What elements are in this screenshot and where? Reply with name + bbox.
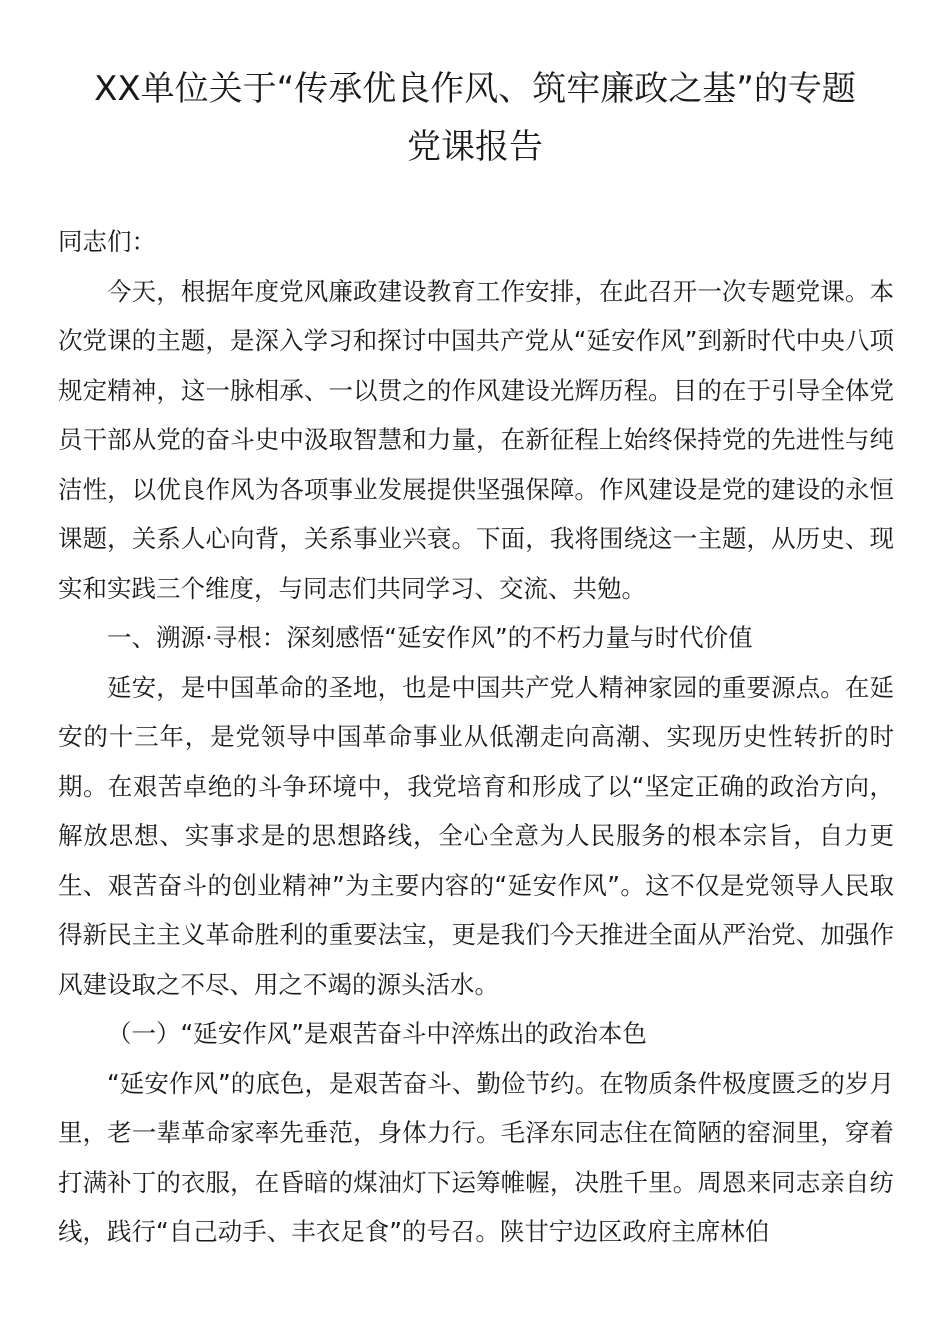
paragraph-hard-work: “延安作风”的底色，是艰苦奋斗、勤俭节约。在物质条件极度匮乏的岁月里，老一辈革命家率先垂范，身体力行。毛泽东同志住在简陋的窑洞里，穿着打满补丁的衣服，在昏暗的煤油灯下运筹帷幄，决胜千里。周恩来同志亲自纺线，践行“自己动手、丰衣足食”的号召。陕甘宁边区政府主席林伯 xyxy=(58,1068,894,1246)
paragraph-yanan: 延安，是中国革命的圣地，也是中国共产党人精神家园的重要源点。在延安的十三年，是党领导中国革命事业从低潮走向高潮、实现历史性转折的时期。在艰苦卓绝的斗争环境中，我党培育和形成了以“坚定正确的政治方向，解放思想、实事求是的思想路线，全心全意为人民服务的根本宗旨，自力更生、艰苦奋斗的创业精神”为主要内容的“延安作风”。这不仅是党领导人民取得新民主主义革命胜利的重要法宝，更是我们今天推进全面从严治党、加强作风建设取之不尽、用之不竭的源头活水。 xyxy=(58,672,894,999)
title-line-1: XX单位关于“传承优良作风、筑牢廉政之基”的专题 xyxy=(94,69,856,109)
section-heading-1: 一、溯源·寻根：深刻感悟“延安作风”的不朽力量与时代价值 xyxy=(107,623,753,652)
salutation: 同志们： xyxy=(58,227,156,256)
paragraph-intro: 今天，根据年度党风廉政建设教育工作安排，在此召开一次专题党课。本次党课的主题，是深入学习和探讨中国共产党从“延安作风”到新时代中央八项规定精神，这一脉相承、一以贯之的作风建设光辉历程。目的在于引导全体党员干部从党的奋斗史中汲取智慧和力量，在新征程上始终保持党的先进性与纯洁性，以优良作风为各项事业发展提供坚强保障。作风建设是党的建设的永恒课题，关系人心向背，关系事业兴衰。下面，我将围绕这一主题，从历史、现实和实践三个维度，与同志们共同学习、交流、共勉。 xyxy=(58,276,894,603)
document-title xyxy=(40,60,910,176)
subsection-heading-1: （一）“延安作风”是艰苦奋斗中淬炼出的政治本色 xyxy=(107,1019,647,1048)
document-body xyxy=(58,217,894,1257)
title-line-2: 党课报告 xyxy=(407,127,543,167)
